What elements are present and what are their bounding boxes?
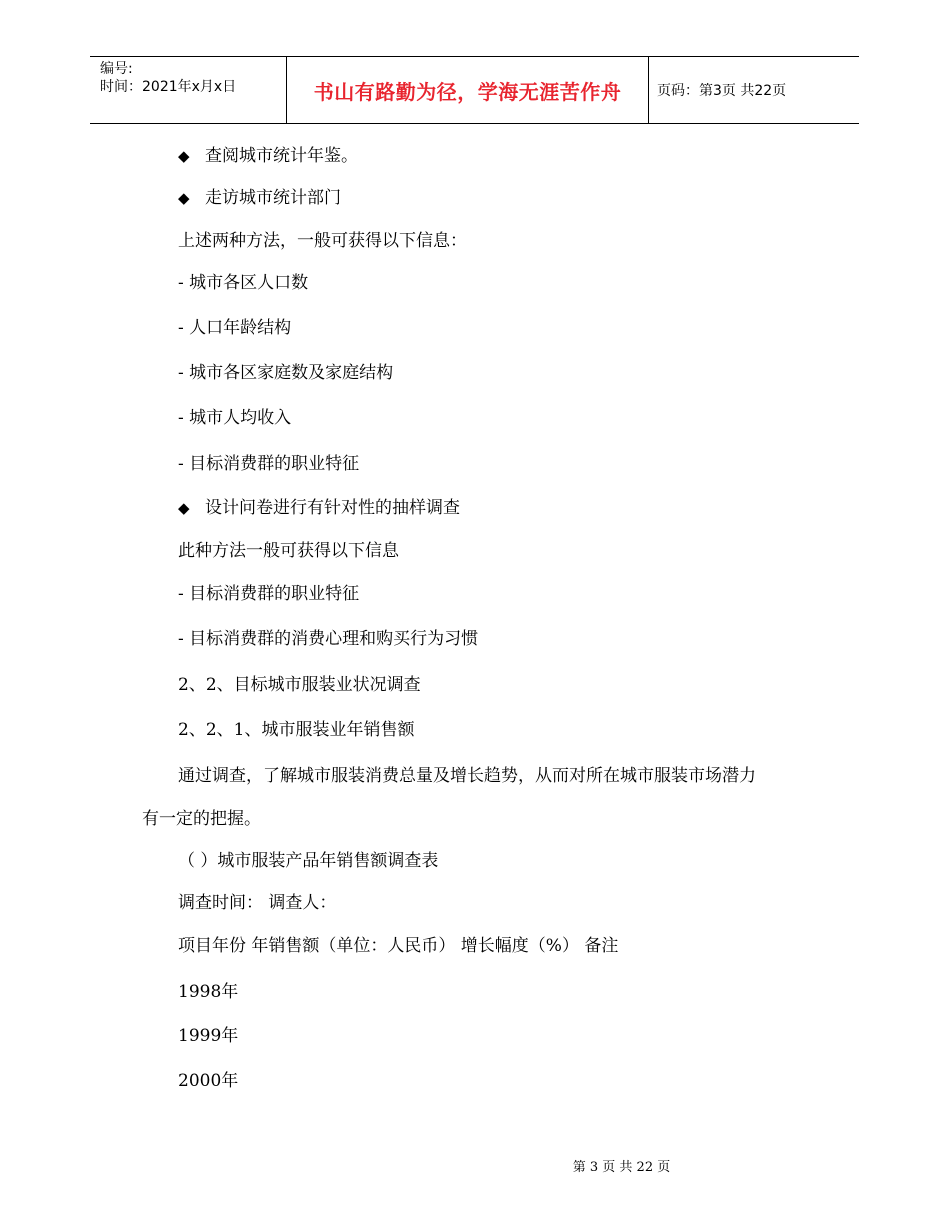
diamond-bullet-icon: ◆ (178, 147, 190, 165)
list-item: - 城市人均收入 (178, 408, 292, 428)
list-item: - 城市各区人口数 (178, 273, 309, 293)
paragraph-line: 有一定的把握。 (142, 809, 261, 829)
list-item: - 城市各区家庭数及家庭结构 (178, 363, 394, 383)
page-footer: 第 3 页 共 22 页 (572, 1160, 671, 1175)
table-row-year: 1999年 (178, 1026, 239, 1046)
header-page-info: 页码：第3页 共22页 (657, 83, 787, 99)
subsection-heading: 2、2、1、城市服装业年销售额 (178, 720, 415, 740)
bullet-item: ◆ 查阅城市统计年鉴。 (178, 146, 358, 166)
bullet-item: ◆ 走访城市统计部门 (178, 188, 341, 208)
diamond-bullet-icon: ◆ (178, 189, 190, 207)
paragraph-line: 通过调查，了解城市服装消费总量及增长趋势，从而对所在城市服装市场潜力 (178, 766, 756, 786)
list-item: - 人口年龄结构 (178, 318, 292, 338)
header-left-cell (90, 57, 286, 123)
document-time-label: 时间：2021年x月x日 (100, 79, 237, 95)
paragraph: 上述两种方法，一般可获得以下信息： (178, 231, 467, 251)
list-item: - 目标消费群的消费心理和购买行为习惯 (178, 629, 479, 649)
document-number-label: 编号: (100, 61, 133, 77)
table-title: （ ）城市服装产品年销售额调查表 (178, 851, 439, 871)
diamond-bullet-icon: ◆ (178, 499, 190, 517)
table-row-year: 2000年 (178, 1071, 239, 1091)
list-item: - 目标消费群的职业特征 (178, 454, 360, 474)
page-header (90, 56, 859, 124)
table-header: 项目年份 年销售额（单位：人民币） 增长幅度（%） 备注 (178, 936, 619, 956)
bullet-item: ◆ 设计问卷进行有针对性的抽样调查 (178, 498, 460, 518)
header-motto: 书山有路勤为径，学海无涯苦作舟 (286, 57, 649, 123)
table-row-year: 1998年 (178, 982, 239, 1002)
section-heading: 2、2、目标城市服装业状况调查 (178, 675, 421, 695)
survey-info: 调查时间： 调查人： (178, 893, 337, 913)
list-item: - 目标消费群的职业特征 (178, 584, 360, 604)
paragraph: 此种方法一般可获得以下信息 (178, 541, 399, 561)
